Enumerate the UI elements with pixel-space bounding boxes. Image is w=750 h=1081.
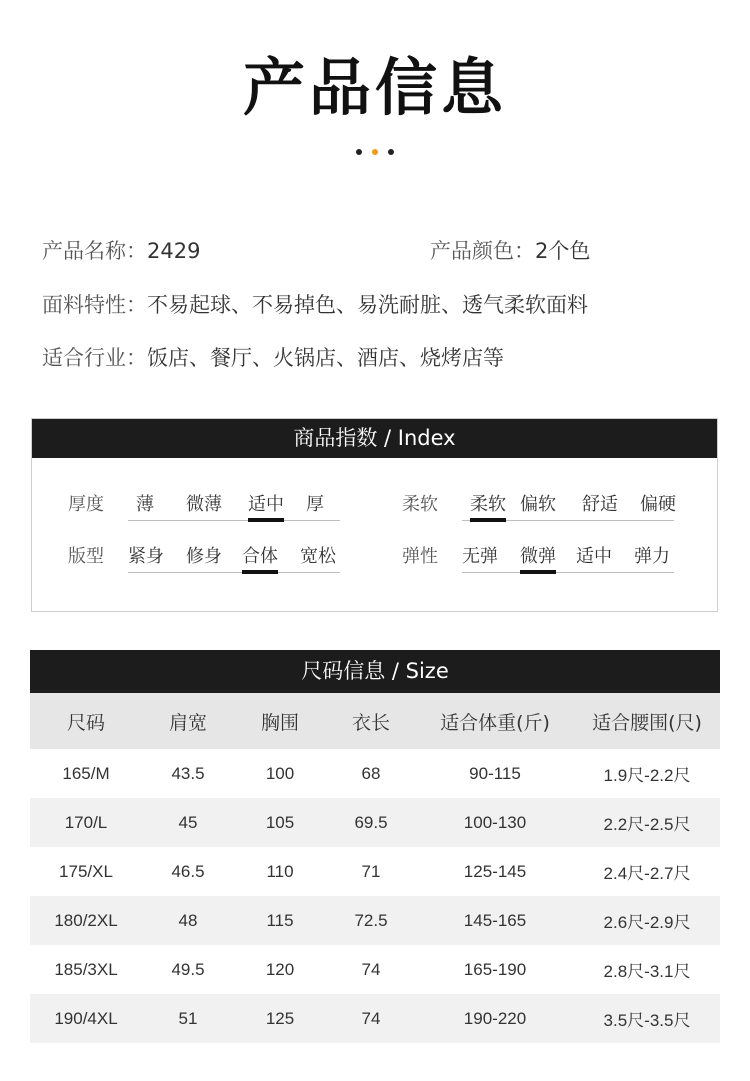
table-cell: 68 (326, 749, 416, 798)
index-option-selected: 合体 (242, 543, 278, 571)
index-option: 薄 (136, 494, 154, 515)
table-row (30, 798, 720, 847)
table-cell: 74 (326, 994, 416, 1043)
size-column-header: 胸围 (234, 693, 326, 749)
index-option-selected: 适中 (248, 491, 284, 519)
index-option-scale (128, 491, 340, 521)
index-row-label: 柔软 (402, 494, 438, 515)
index-row-label: 版型 (68, 546, 104, 567)
table-cell: 43.5 (142, 749, 234, 798)
index-section (31, 418, 718, 612)
index-option-selected: 微弹 (520, 543, 556, 571)
product-name-line (42, 236, 200, 266)
index-header: 商品指数 / Index (32, 419, 717, 458)
index-option: 修身 (186, 546, 222, 567)
table-row (30, 994, 720, 1043)
size-table (30, 693, 720, 1043)
index-option: 舒适 (582, 494, 618, 515)
page-title: 产品信息 (242, 51, 507, 124)
table-row (30, 896, 720, 945)
table-cell: 110 (234, 847, 326, 896)
index-row-label: 厚度 (68, 494, 104, 515)
table-cell: 72.5 (326, 896, 416, 945)
fabric-line (42, 290, 588, 320)
table-cell: 175/XL (30, 847, 142, 896)
table-cell: 3.5尺-3.5尺 (574, 994, 720, 1043)
product-color-value: 2个色 (535, 239, 591, 263)
table-cell: 170/L (30, 798, 142, 847)
table-cell: 165-190 (416, 945, 574, 994)
table-cell: 190-220 (416, 994, 574, 1043)
table-cell: 71 (326, 847, 416, 896)
index-option: 宽松 (300, 546, 336, 567)
table-cell: 190/4XL (30, 994, 142, 1043)
product-name-value: 2429 (147, 239, 201, 263)
product-color-line (430, 236, 590, 266)
table-cell: 2.2尺-2.5尺 (574, 798, 720, 847)
table-cell: 48 (142, 896, 234, 945)
table-cell: 69.5 (326, 798, 416, 847)
index-option: 偏硬 (640, 494, 676, 515)
size-column-header: 肩宽 (142, 693, 234, 749)
fabric-value: 不易起球、不易掉色、易洗耐脏、透气柔软面料 (147, 293, 588, 317)
table-row (30, 945, 720, 994)
size-header: 尺码信息 / Size (30, 650, 720, 693)
index-option: 微薄 (186, 494, 222, 515)
size-column-header: 适合腰围(尺) (574, 693, 720, 749)
table-row (30, 847, 720, 896)
index-option-selected: 柔软 (470, 491, 506, 519)
decorative-dots (0, 149, 750, 155)
size-table-header-row (30, 693, 720, 749)
product-color-label: 产品颜色： (430, 239, 535, 263)
table-cell: 2.8尺-3.1尺 (574, 945, 720, 994)
index-row-label: 弹性 (402, 546, 438, 567)
table-cell: 2.6尺-2.9尺 (574, 896, 720, 945)
index-option-scale (462, 543, 674, 573)
table-cell: 180/2XL (30, 896, 142, 945)
industry-value: 饭店、餐厅、火锅店、酒店、烧烤店等 (147, 346, 504, 370)
dot-icon (388, 149, 394, 155)
table-cell: 105 (234, 798, 326, 847)
table-cell: 51 (142, 994, 234, 1043)
index-option: 无弹 (462, 546, 498, 567)
table-cell: 125 (234, 994, 326, 1043)
table-cell: 90-115 (416, 749, 574, 798)
table-cell: 165/M (30, 749, 142, 798)
table-cell: 145-165 (416, 896, 574, 945)
table-cell: 120 (234, 945, 326, 994)
index-option: 偏软 (520, 494, 556, 515)
size-column-header: 适合体重(斤) (416, 693, 574, 749)
dot-icon (356, 149, 362, 155)
size-column-header: 尺码 (30, 693, 142, 749)
table-cell: 46.5 (142, 847, 234, 896)
index-option: 紧身 (128, 546, 164, 567)
fabric-label: 面料特性： (42, 293, 147, 317)
size-column-header: 衣长 (326, 693, 416, 749)
industry-line (42, 343, 504, 373)
table-cell: 115 (234, 896, 326, 945)
table-row (30, 749, 720, 798)
table-cell: 45 (142, 798, 234, 847)
table-cell: 1.9尺-2.2尺 (574, 749, 720, 798)
size-section (30, 650, 720, 1043)
table-cell: 74 (326, 945, 416, 994)
table-cell: 100 (234, 749, 326, 798)
index-option: 厚 (306, 494, 324, 515)
index-option: 适中 (576, 546, 612, 567)
industry-label: 适合行业： (42, 346, 147, 370)
index-option-scale (462, 491, 674, 521)
dot-accent-icon (372, 149, 378, 155)
table-cell: 125-145 (416, 847, 574, 896)
table-cell: 100-130 (416, 798, 574, 847)
product-name-label: 产品名称： (42, 239, 147, 263)
index-option-scale (128, 543, 340, 573)
table-cell: 49.5 (142, 945, 234, 994)
table-cell: 2.4尺-2.7尺 (574, 847, 720, 896)
index-option: 弹力 (634, 546, 670, 567)
size-table-body (30, 749, 720, 1043)
table-cell: 185/3XL (30, 945, 142, 994)
